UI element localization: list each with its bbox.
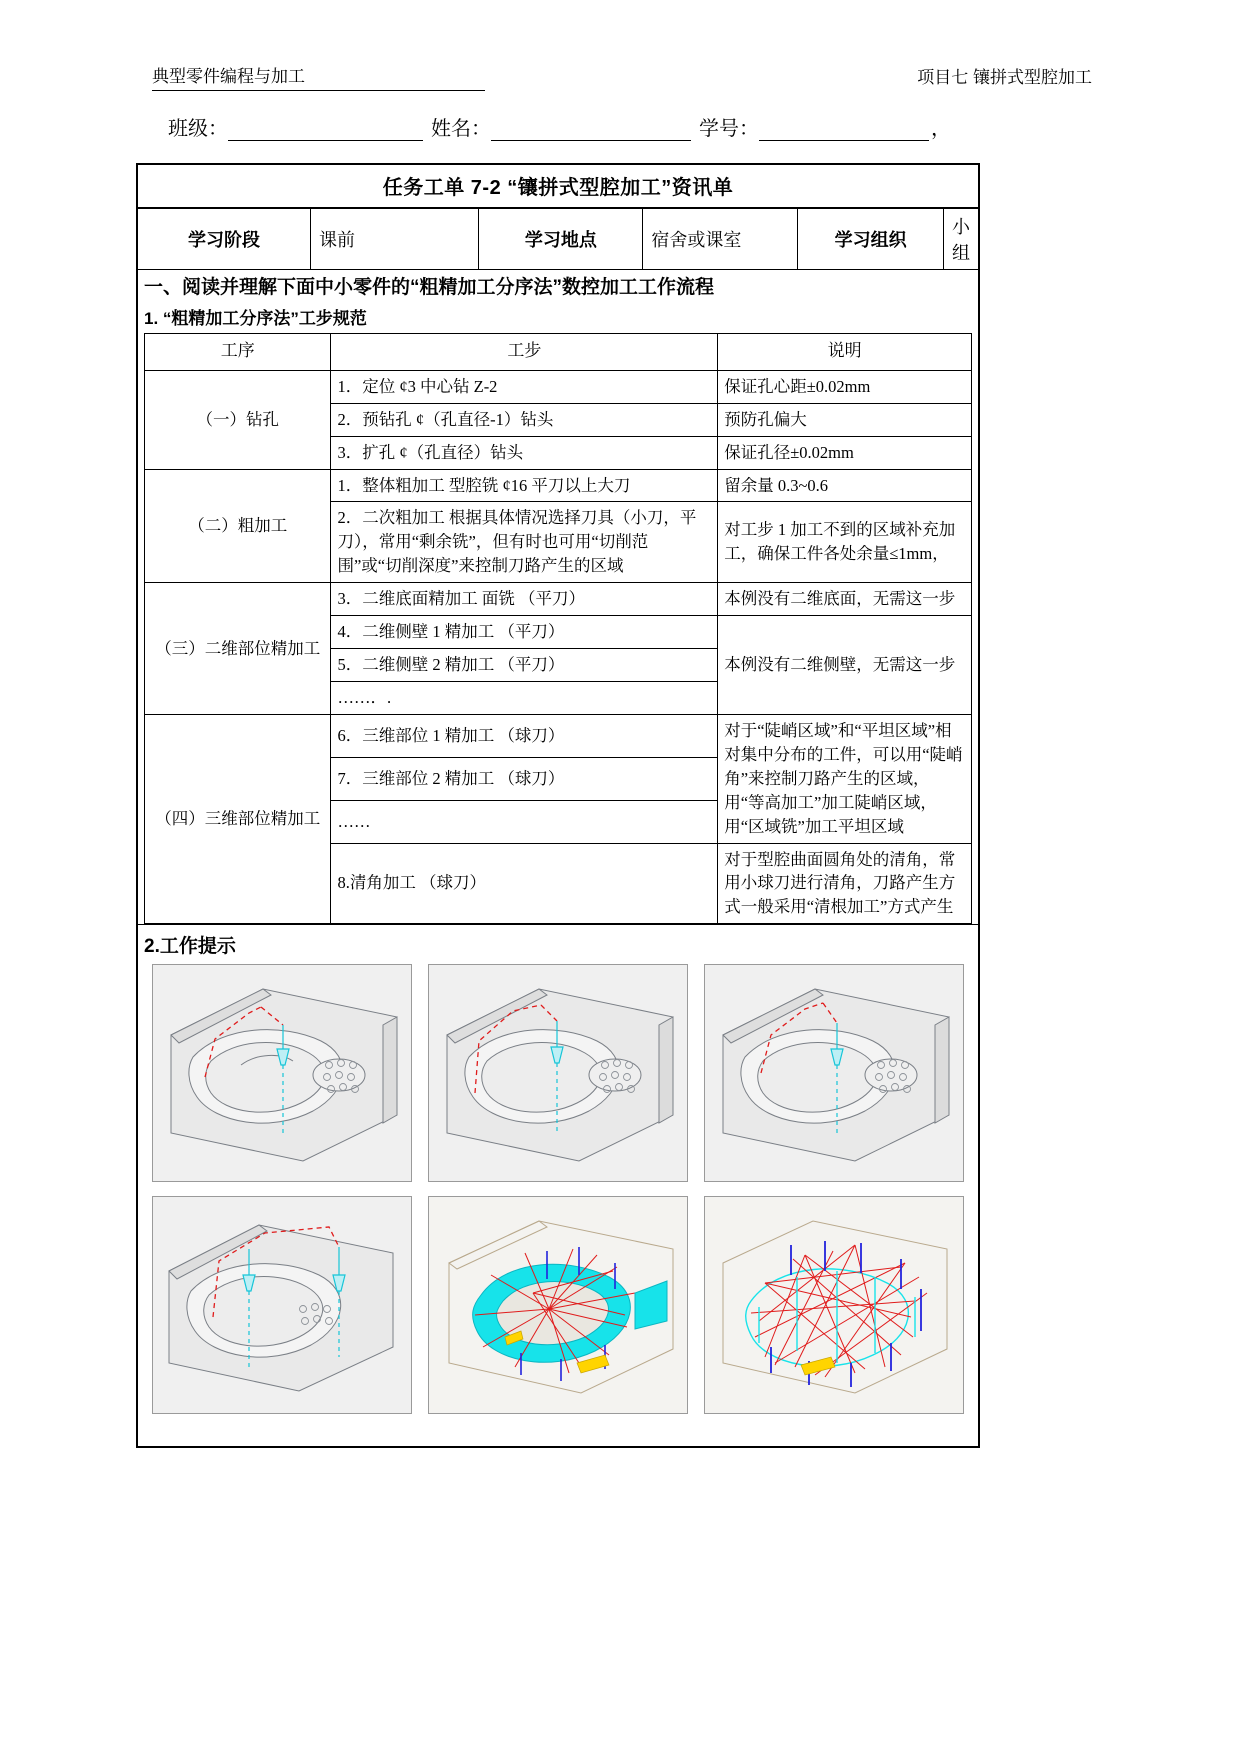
step-cell: ……．. [331,681,718,714]
id-field [699,112,951,141]
step-cell: 6．三维部位 1 精加工 （球刀） [331,714,718,757]
meta-value-organization: 小组 [944,209,979,270]
step-cell: 1．定位 ¢3 中心钻 Z-2 [331,370,718,403]
step-cell: 2．预钻孔 ¢（孔直径-1）钻头 [331,403,718,436]
table-row [145,370,972,403]
step-cell: 3．二维底面精加工 面铣 （平刀） [331,583,718,616]
worksheet-title: 任务工单 7-2 “镶拼式型腔加工”资讯单 [138,165,978,209]
meta-key-stage: 学习阶段 [138,209,311,270]
running-header [152,62,1092,91]
table-header-row [145,333,972,370]
meta-value-location: 宿舍或课室 [643,209,798,270]
note-cell: 本例没有二维侧壁，无需这一步 [718,616,972,715]
class-label: 班级： [168,118,228,140]
table-row [138,209,978,270]
cam-model-illustration [153,1197,411,1413]
cam-toolpath-illustration [705,1197,963,1413]
step-cell: 1．整体粗加工 型腔铣 ¢16 平刀以上大刀 [331,469,718,502]
meta-key-location: 学习地点 [479,209,643,270]
name-field [431,112,691,141]
step-cell: 7．三维部位 2 精加工 （球刀） [331,757,718,800]
step-cell: …… [331,800,718,843]
step-cell: 8.清角加工 （球刀） [331,843,718,924]
note-cell: 预防孔偏大 [718,403,972,436]
header-left-text: 典型零件编程与加工 [152,62,485,91]
cam-screenshot-2 [428,964,688,1182]
stage-cell-3d-finishing: （四）三维部位精加工 [145,714,331,923]
cam-screenshot-5 [428,1196,688,1414]
cam-model-illustration [429,965,687,1181]
note-cell: 保证孔径±0.02mm [718,436,972,469]
meta-key-organization: 学习组织 [798,209,944,270]
stage-cell-drilling: （一）钻孔 [145,370,331,469]
gallery-row-1 [152,964,964,1182]
cam-model-illustration [705,965,963,1181]
step-cell: 2．二次粗加工 根据具体情况选择刀具（小刀，平刀），常用“剩余铣”，但有时也可用“切削范围”或“切削深度”来控制刀路产生的区域 [331,502,718,583]
step-cell: 3．扩孔 ¢（孔直径）钻头 [331,436,718,469]
id-label: 学号： [699,118,759,140]
header-right-text: 项目七 镶拼式型腔加工 [917,68,1092,87]
worksheet-meta-table [138,209,978,270]
note-cell: 保证孔心距±0.02mm [718,370,972,403]
student-info-line [168,112,1108,141]
step-cell: 5．二维侧壁 2 精加工 （平刀） [331,649,718,682]
process-steps-table [144,333,972,925]
class-field [168,112,423,141]
note-cell: 本例没有二维底面，无需这一步 [718,583,972,616]
stage-cell-2d-finishing: （三）二维部位精加工 [145,583,331,715]
cam-screenshot-1 [152,964,412,1182]
section-1-heading: 一、阅读并理解下面中小零件的“粗精加工分序法”数控加工工作流程 [144,277,715,298]
cam-screenshot-6 [704,1196,964,1414]
table-row [145,583,972,616]
gallery-row-2 [152,1196,964,1414]
meta-value-stage: 课前 [311,209,479,270]
column-header-step: 工步 [331,333,718,370]
table-row [145,714,972,757]
cam-screenshot-3 [704,964,964,1182]
class-blank[interactable] [228,120,423,141]
name-blank[interactable] [491,120,691,141]
note-cell: 对于“陡峭区域”和“平坦区域”相对集中分布的工件，可以用“陡峭角”来控制刀路产生的区域，用“等高加工”加工陡峭区域，用“区域铣”加工平坦区域 [718,714,972,843]
cam-model-illustration [153,965,411,1181]
column-header-note: 说明 [718,333,972,370]
cam-toolpath-illustration [429,1197,687,1413]
section-1-sub-heading: 1. “粗精加工分序法”工步规范 [144,308,367,328]
note-cell: 对于型腔曲面圆角处的清角，常用小球刀进行清角，刀路产生方式一般采用“清根加工”方式产生 [718,843,972,924]
stage-cell-roughing: （二）粗加工 [145,469,331,583]
work-tips-gallery [138,964,978,1446]
cam-screenshot-4 [152,1196,412,1414]
note-cell: 留余量 0.3~0.6 [718,469,972,502]
column-header-process: 工序 [145,333,331,370]
section-2-heading: 2.工作提示 [138,924,978,964]
worksheet-frame [136,163,980,1448]
id-blank[interactable] [759,120,929,141]
trailing-comma: ， [931,118,951,140]
step-cell: 4．二维侧壁 1 精加工 （平刀） [331,616,718,649]
note-cell: 对工步 1 加工不到的区域补充加工，确保工件各处余量≤1mm， [718,502,972,583]
name-label: 姓名： [431,118,491,140]
table-row [145,469,972,502]
